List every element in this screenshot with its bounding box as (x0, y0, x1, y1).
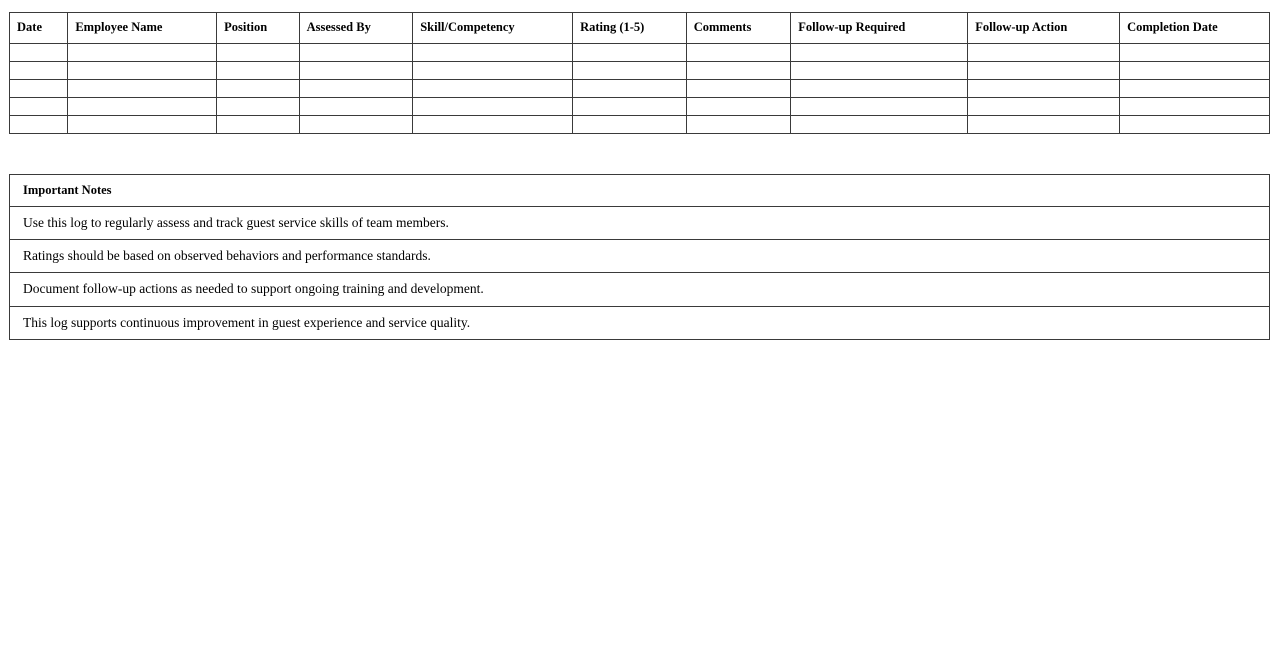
column-header-assessed-by: Assessed By (299, 13, 413, 44)
column-header-date: Date (10, 13, 68, 44)
cell-rating[interactable] (573, 79, 687, 97)
cell-followup-action[interactable] (968, 97, 1120, 115)
important-notes-body (10, 207, 1270, 340)
column-header-rating: Rating (1-5) (573, 13, 687, 44)
cell-rating[interactable] (573, 97, 687, 115)
cell-rating[interactable] (573, 115, 687, 133)
column-header-followup-required: Follow-up Required (791, 13, 968, 44)
cell-date[interactable] (10, 79, 68, 97)
important-notes-container (9, 174, 1270, 340)
cell-date[interactable] (10, 115, 68, 133)
column-header-completion-date: Completion Date (1120, 13, 1270, 44)
note-text: Ratings should be based on observed behaviors and performance standards. (10, 240, 1270, 273)
cell-followup-required[interactable] (791, 97, 968, 115)
cell-completion-date[interactable] (1120, 115, 1270, 133)
assessment-table-container (9, 12, 1270, 134)
note-text: Use this log to regularly assess and track guest service skills of team members. (10, 207, 1270, 240)
guest-service-skills-assessment-table (9, 12, 1270, 134)
cell-comments[interactable] (686, 61, 791, 79)
cell-employee-name[interactable] (68, 115, 217, 133)
cell-position[interactable] (217, 97, 299, 115)
cell-skill-competency[interactable] (413, 97, 573, 115)
column-header-followup-action: Follow-up Action (968, 13, 1120, 44)
cell-position[interactable] (217, 79, 299, 97)
cell-followup-required[interactable] (791, 115, 968, 133)
note-text: This log supports continuous improvement in guest experience and service quality. (10, 306, 1270, 339)
cell-skill-competency[interactable] (413, 115, 573, 133)
cell-employee-name[interactable] (68, 43, 217, 61)
cell-assessed-by[interactable] (299, 43, 413, 61)
cell-comments[interactable] (686, 43, 791, 61)
list-item (10, 306, 1270, 339)
cell-rating[interactable] (573, 61, 687, 79)
list-item (10, 240, 1270, 273)
table-row[interactable] (10, 43, 1270, 61)
cell-completion-date[interactable] (1120, 61, 1270, 79)
important-notes-header (10, 175, 1270, 207)
cell-followup-action[interactable] (968, 115, 1120, 133)
cell-completion-date[interactable] (1120, 43, 1270, 61)
cell-position[interactable] (217, 115, 299, 133)
cell-date[interactable] (10, 61, 68, 79)
table-row[interactable] (10, 97, 1270, 115)
cell-comments[interactable] (686, 115, 791, 133)
important-notes-table (9, 174, 1270, 340)
cell-skill-competency[interactable] (413, 43, 573, 61)
assessment-header-row (10, 13, 1270, 44)
cell-followup-action[interactable] (968, 61, 1120, 79)
cell-date[interactable] (10, 43, 68, 61)
column-header-skill-competency: Skill/Competency (413, 13, 573, 44)
cell-assessed-by[interactable] (299, 61, 413, 79)
assessment-table-body (10, 43, 1270, 133)
column-header-position: Position (217, 13, 299, 44)
note-text: Document follow-up actions as needed to support ongoing training and development. (10, 273, 1270, 306)
notes-header-row (10, 175, 1270, 207)
cell-employee-name[interactable] (68, 61, 217, 79)
cell-assessed-by[interactable] (299, 115, 413, 133)
table-row[interactable] (10, 61, 1270, 79)
cell-rating[interactable] (573, 43, 687, 61)
cell-position[interactable] (217, 61, 299, 79)
table-row[interactable] (10, 79, 1270, 97)
cell-employee-name[interactable] (68, 79, 217, 97)
cell-comments[interactable] (686, 79, 791, 97)
cell-assessed-by[interactable] (299, 79, 413, 97)
cell-date[interactable] (10, 97, 68, 115)
cell-followup-action[interactable] (968, 43, 1120, 61)
cell-followup-action[interactable] (968, 79, 1120, 97)
column-header-comments: Comments (686, 13, 791, 44)
list-item (10, 207, 1270, 240)
cell-completion-date[interactable] (1120, 79, 1270, 97)
cell-skill-competency[interactable] (413, 79, 573, 97)
cell-assessed-by[interactable] (299, 97, 413, 115)
important-notes-title: Important Notes (10, 175, 1270, 207)
cell-comments[interactable] (686, 97, 791, 115)
list-item (10, 273, 1270, 306)
cell-followup-required[interactable] (791, 79, 968, 97)
cell-completion-date[interactable] (1120, 97, 1270, 115)
cell-followup-required[interactable] (791, 61, 968, 79)
cell-employee-name[interactable] (68, 97, 217, 115)
cell-position[interactable] (217, 43, 299, 61)
cell-followup-required[interactable] (791, 43, 968, 61)
table-row[interactable] (10, 115, 1270, 133)
cell-skill-competency[interactable] (413, 61, 573, 79)
column-header-employee-name: Employee Name (68, 13, 217, 44)
assessment-table-header (10, 13, 1270, 44)
